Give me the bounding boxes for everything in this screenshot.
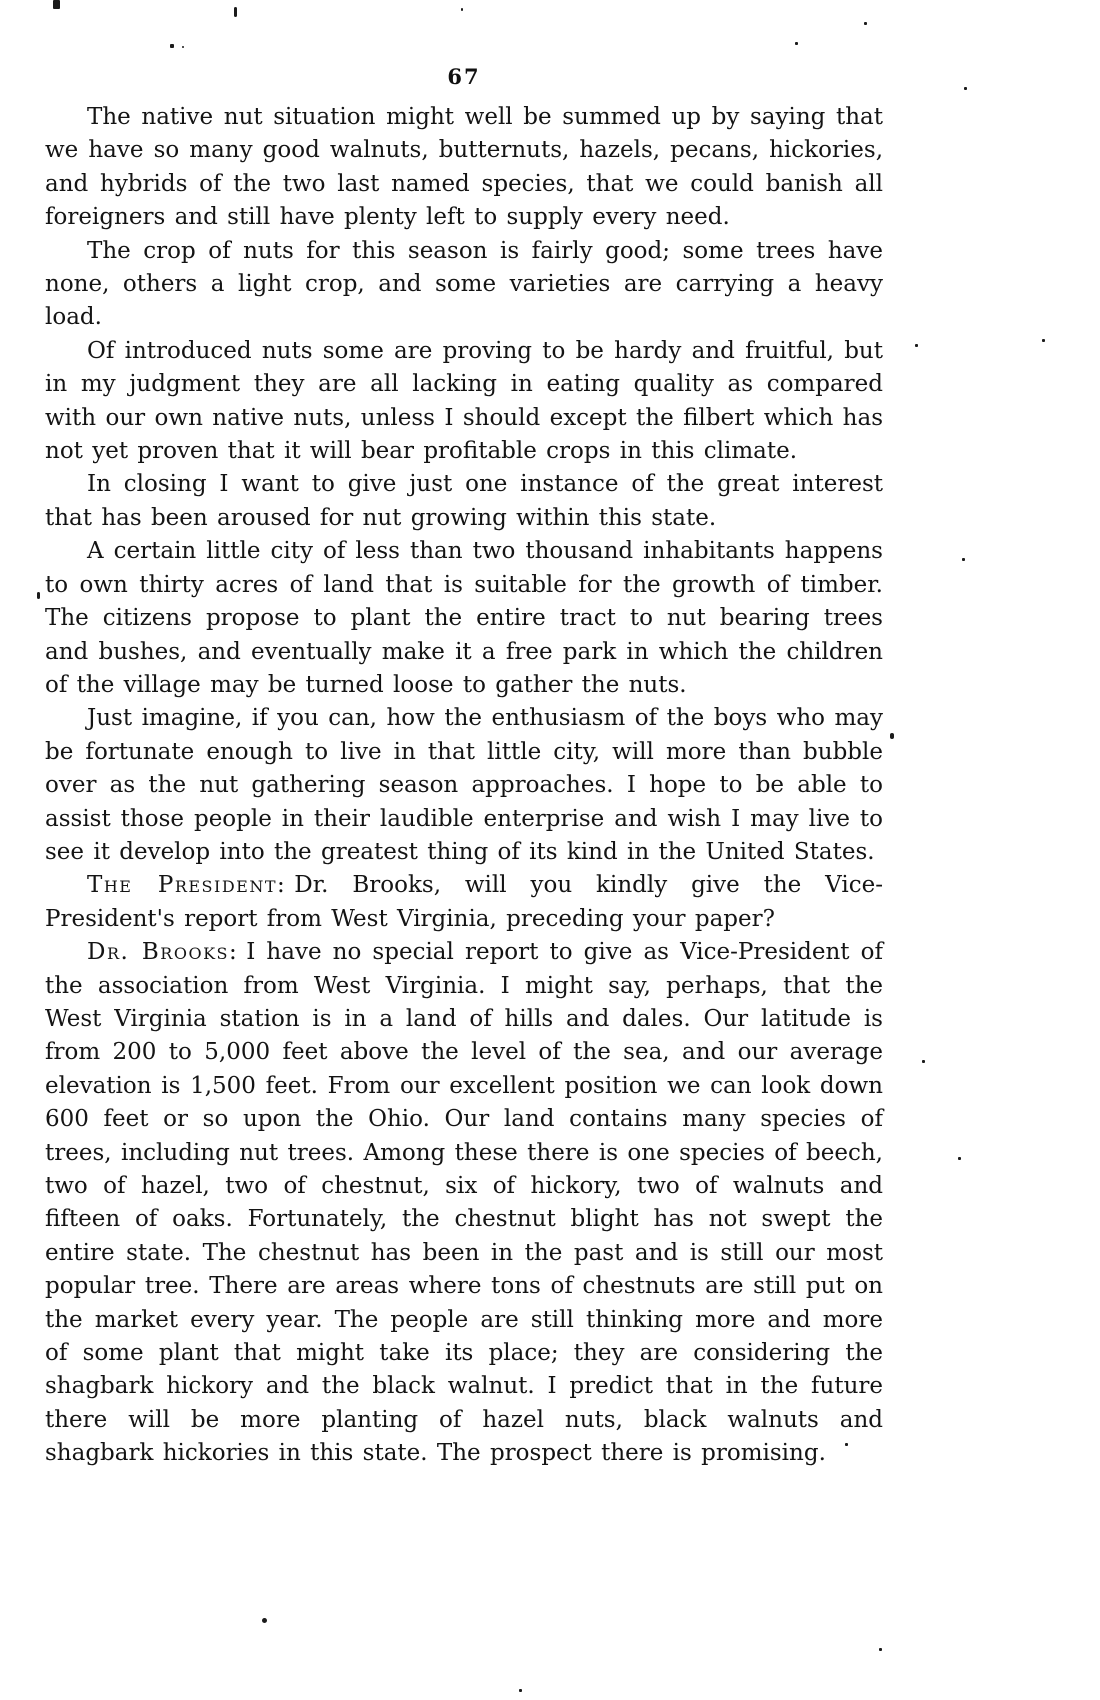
scan-speck (182, 46, 184, 48)
scan-speck (879, 1648, 882, 1651)
scan-speck (461, 8, 463, 11)
paragraph: Of introduced nuts some are proving to be hardy and fruitful, but in my judgment they are all lacking in eating quality as compared with our own native nuts, unless I should except the filbert which has not yet proven that it will bear profitable crops in this climate. (45, 337, 883, 465)
speaker-text: Dr. Brooks, will you kindly give the Vice-President's report from West Virginia, preceding your paper? (45, 872, 883, 932)
paragraph: The crop of nuts for this season is fairly good; some trees have none, others a light crop, and some varieties are carrying a heavy load. (45, 237, 883, 331)
scan-speck (519, 1689, 522, 1692)
scan-speck (170, 44, 174, 48)
scan-speck (864, 22, 867, 25)
paragraph: A certain little city of less than two thousand inhabitants happens to own thirty acres of land that is suitable for the growth of timber. The citizens propose to plant the entire tract to nut bearing trees and bushes, and eventually make it a free park in which the children of the village may be turned loose to gather the nuts. (45, 538, 883, 698)
scan-speck (915, 344, 918, 347)
page-number: 67 (447, 64, 481, 89)
scan-speck (962, 558, 965, 561)
scan-speck (958, 1157, 961, 1160)
scan-speck (262, 1618, 267, 1623)
paragraph: The native nut situation might well be summed up by saying that we have so many good walnuts, butternuts, hazels, pecans, hickories, and hybrids of the two last named species, that we could banish all foreigners and still have plenty left to supply every need. (45, 104, 883, 231)
scan-speck (37, 592, 40, 599)
paragraph-dialogue (45, 936, 883, 1471)
scan-speck (795, 42, 798, 45)
scan-speck (53, 0, 60, 9)
scan-speck (890, 733, 894, 739)
speaker-name: The President: (87, 872, 287, 899)
paragraph: In closing I want to give just one instance of the great interest that has been aroused for nut growing within this state. (45, 471, 883, 531)
scan-speck (922, 1060, 925, 1063)
scan-speck (845, 1443, 848, 1446)
paragraph-dialogue (45, 869, 883, 936)
speaker-name: Dr. Brooks: (87, 939, 239, 966)
speaker-text: I have no special report to give as Vice-President of the association from West Virginia. I might say, perhaps, that the West Virginia station is in a land of hills and dales. Our latitude is from 200 to 5,000 feet above the level of the sea, and our average elevation is 1,500 feet. From our excellent position we can look down 600 feet or so upon the Ohio. Our land contains many species of trees, including nut trees. Among these there is one species of beech, two of hazel, two of chestnut, six of hickory, two of walnuts and fifteen of oaks. Fortunately, the chestnut blight has not swept the entire state. The chestnut has been in the past and is still our most popular tree. There are areas where tons of chestnuts are still put on the market every year. The people are still thinking more and more of some plant that might take its place; they are considering the shagbark hickory and the black walnut. I predict that in the future there will be more planting of hazel nuts, black walnuts and shagbark hickories in this state. The prospect there is promising. (45, 939, 883, 1467)
scan-speck (1042, 339, 1045, 342)
scan-speck (234, 7, 237, 17)
paragraph: Just imagine, if you can, how the enthusiasm of the boys who may be fortunate enough to live in that little city, will more than bubble over as the nut gathering season approaches. I hope to be able to assist those people in their laudible enterprise and wish I may live to see it develop into the greatest thing of its kind in the United States. (45, 705, 883, 865)
scan-speck (964, 87, 967, 90)
page-body (45, 101, 883, 1471)
